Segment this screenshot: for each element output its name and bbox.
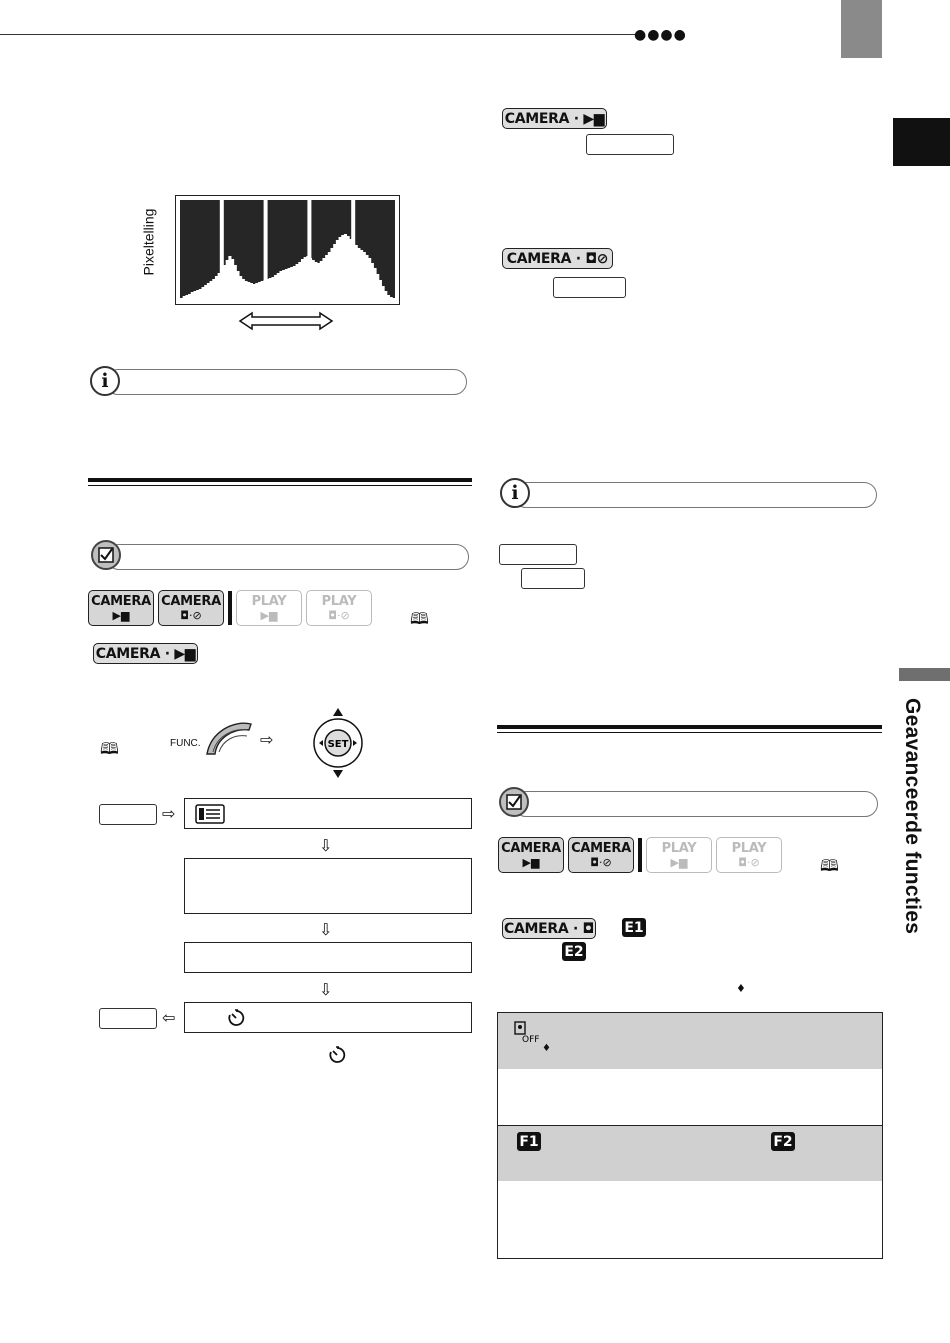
mode-buttons-left	[88, 590, 372, 626]
histogram-bar	[368, 258, 371, 300]
book-icon-2: 🕮	[100, 739, 119, 758]
histogram-bar	[274, 275, 277, 300]
histogram-bar	[277, 273, 280, 300]
func-label: FUNC.	[170, 738, 201, 749]
histogram-bar	[210, 281, 213, 300]
histogram-bar	[234, 265, 237, 300]
diamond-mark: ♦	[736, 982, 746, 995]
histogram-bar	[355, 245, 358, 300]
f1-icon: F1	[517, 1132, 541, 1151]
camera-photo-badge: CAMERA · ◘⊘	[502, 248, 613, 269]
histogram-bar	[371, 263, 374, 300]
histogram-bar	[212, 279, 215, 300]
histogram-bar	[266, 279, 269, 300]
histogram-bar	[293, 266, 296, 300]
checklist-bar	[106, 544, 469, 570]
joystick-set-icon	[312, 708, 364, 783]
section-rule-thin	[88, 485, 472, 486]
histogram-bar	[392, 298, 395, 300]
histogram-bar	[349, 239, 352, 300]
camera-photo-only-badge: CAMERA · ◘	[502, 918, 596, 939]
histogram-bar	[271, 277, 274, 300]
histogram-bar	[306, 256, 309, 300]
histogram-bar	[258, 282, 261, 300]
histogram-bar	[231, 259, 234, 300]
histogram-bar	[352, 242, 355, 300]
histogram-bar	[379, 280, 382, 300]
histogram-bar	[296, 264, 299, 300]
menu-icon	[195, 804, 225, 824]
histogram-bar	[376, 274, 379, 300]
checklist-icon	[91, 540, 121, 570]
histogram-bar	[320, 261, 323, 300]
table-row	[498, 1125, 882, 1181]
table-row	[498, 1181, 882, 1258]
flow-step-3	[184, 942, 472, 973]
key-button-right-2[interactable]	[553, 277, 626, 298]
histogram-bar	[317, 263, 320, 300]
histogram-bar	[304, 257, 307, 300]
histogram-bar	[344, 234, 347, 300]
histogram-bar	[263, 280, 266, 300]
section-rule-right-thin	[497, 732, 882, 733]
histogram-bar	[365, 255, 368, 300]
histogram-bar	[223, 265, 226, 300]
histogram-bar	[325, 255, 328, 300]
camera-movie-badge-right: CAMERA · ▶▆	[502, 108, 607, 129]
func-key-button[interactable]	[99, 804, 157, 825]
e1-icon: E1	[622, 918, 646, 937]
histogram-bar	[347, 236, 350, 300]
header-rule	[0, 34, 636, 35]
camera-movie-badge: CAMERA · ▶▆	[93, 643, 198, 664]
histogram-bar	[339, 237, 342, 300]
diamond-mark-2: ♦	[542, 1043, 551, 1054]
histogram-bar	[312, 260, 315, 300]
histogram-bar	[322, 258, 325, 300]
key-button-right-1[interactable]	[586, 134, 674, 155]
histogram-bar	[387, 295, 390, 300]
histogram-bar	[202, 287, 205, 300]
histogram-bar	[242, 279, 245, 300]
histogram-bar	[215, 276, 218, 300]
histogram-bar	[228, 256, 231, 300]
flow-right-arrow: ⇨	[162, 804, 176, 823]
histogram-bar	[261, 281, 264, 300]
histogram-bar	[255, 283, 258, 300]
histogram-bar	[282, 270, 285, 300]
svg-text:OFF: OFF	[522, 1035, 540, 1045]
f2-icon: F2	[771, 1132, 795, 1151]
histogram-bar	[188, 294, 191, 300]
histogram-bar	[247, 282, 250, 300]
checklist-icon-right	[499, 787, 529, 817]
histogram-bar	[290, 267, 293, 300]
histogram-bar	[341, 235, 344, 300]
section-rule	[88, 478, 472, 482]
mode-play-movie-r: PLAY ▶▆	[646, 837, 712, 873]
table-row	[498, 1013, 882, 1069]
histogram-bar	[239, 276, 242, 300]
mode-play-movie: PLAY ▶▆	[236, 590, 302, 626]
histogram-bar	[204, 285, 207, 300]
table-row	[498, 1069, 882, 1125]
flow-step-2	[184, 858, 472, 914]
histogram-bar	[331, 248, 334, 300]
histogram-bar	[285, 269, 288, 300]
histogram-bar	[374, 268, 377, 300]
histogram-bar	[183, 296, 186, 300]
func-key-button-2[interactable]	[99, 1008, 157, 1029]
header-dots: ●●●●	[634, 27, 687, 43]
section-rule-right	[497, 725, 882, 729]
e2-icon: E2	[562, 942, 586, 961]
mode-camera-photo-r: CAMERA ◘·⊘	[568, 837, 634, 873]
func-button-icon	[203, 718, 255, 763]
histogram-bar	[279, 271, 282, 300]
mode-camera-movie-r: CAMERA ▶▆	[498, 837, 564, 873]
mode-divider-r	[638, 838, 642, 872]
histogram	[175, 195, 400, 305]
key-button-right-4[interactable]	[521, 568, 585, 589]
histogram-bar	[193, 291, 196, 300]
histogram-bar	[314, 262, 317, 300]
flash-off-icon	[514, 1021, 540, 1045]
info-icon-right: i	[500, 478, 530, 508]
info-note-bar	[105, 369, 467, 395]
svg-text:SET: SET	[327, 739, 349, 750]
histogram-bar	[245, 281, 248, 300]
histogram-bar	[269, 278, 272, 300]
histogram-bar	[218, 273, 221, 300]
corner-tab-block	[841, 0, 882, 58]
histogram-bar	[336, 240, 339, 300]
histogram-bar	[390, 297, 393, 300]
options-table	[497, 1012, 883, 1259]
histogram-bar	[298, 262, 301, 300]
self-timer-icon	[227, 1009, 245, 1027]
mode-play-photo: PLAY ◘·⊘	[306, 590, 372, 626]
self-timer-icon-2	[328, 1046, 346, 1064]
histogram-bar	[382, 286, 385, 300]
histogram-bar	[220, 269, 223, 300]
down-arrow-2: ⇩	[319, 920, 333, 939]
histogram-bar	[185, 295, 188, 300]
histogram-bar	[253, 284, 256, 300]
down-arrow-1: ⇩	[319, 836, 333, 855]
double-arrow-icon	[238, 311, 334, 336]
chapter-tab-marker	[893, 118, 950, 166]
histogram-bar	[288, 268, 291, 300]
histogram-bar	[360, 250, 363, 300]
side-tab-bar	[899, 668, 950, 681]
mode-buttons-right	[498, 837, 782, 873]
mode-play-photo-r: PLAY ◘·⊘	[716, 837, 782, 873]
histogram-y-label: Pixeltelling	[140, 208, 156, 276]
info-icon: i	[90, 366, 120, 396]
histogram-bar	[333, 244, 336, 300]
histogram-bar	[236, 271, 239, 300]
flow-left-arrow: ⇦	[162, 1008, 176, 1027]
flow-step-menu	[184, 798, 472, 829]
histogram-bar	[363, 252, 366, 300]
right-arrow-icon: ⇨	[260, 730, 274, 749]
side-chapter-title: Geavanceerde functies	[901, 698, 924, 935]
flow-step-timer	[184, 1002, 472, 1033]
mode-camera-movie: CAMERA ▶▆	[88, 590, 154, 626]
checklist-bar-right	[513, 791, 878, 817]
histogram-plot	[176, 196, 399, 304]
histogram-bar	[196, 290, 199, 300]
book-icon: 🕮	[410, 609, 429, 628]
histogram-bar	[250, 283, 253, 300]
key-button-right-3[interactable]	[499, 544, 577, 565]
book-icon-right: 🕮	[820, 856, 839, 875]
histogram-bar	[226, 260, 229, 300]
mode-camera-photo: CAMERA ◘·⊘	[158, 590, 224, 626]
histogram-bar	[191, 292, 194, 300]
histogram-bar	[207, 283, 210, 300]
histogram-bar	[180, 298, 183, 300]
info-note-bar-right	[513, 482, 877, 508]
histogram-bar	[309, 258, 312, 300]
histogram-bar	[301, 259, 304, 300]
histogram-bar	[199, 289, 202, 300]
down-arrow-3: ⇩	[319, 980, 333, 999]
histogram-bar	[328, 252, 331, 300]
mode-divider	[228, 591, 232, 625]
histogram-bar	[357, 248, 360, 300]
histogram-bar	[384, 291, 387, 300]
